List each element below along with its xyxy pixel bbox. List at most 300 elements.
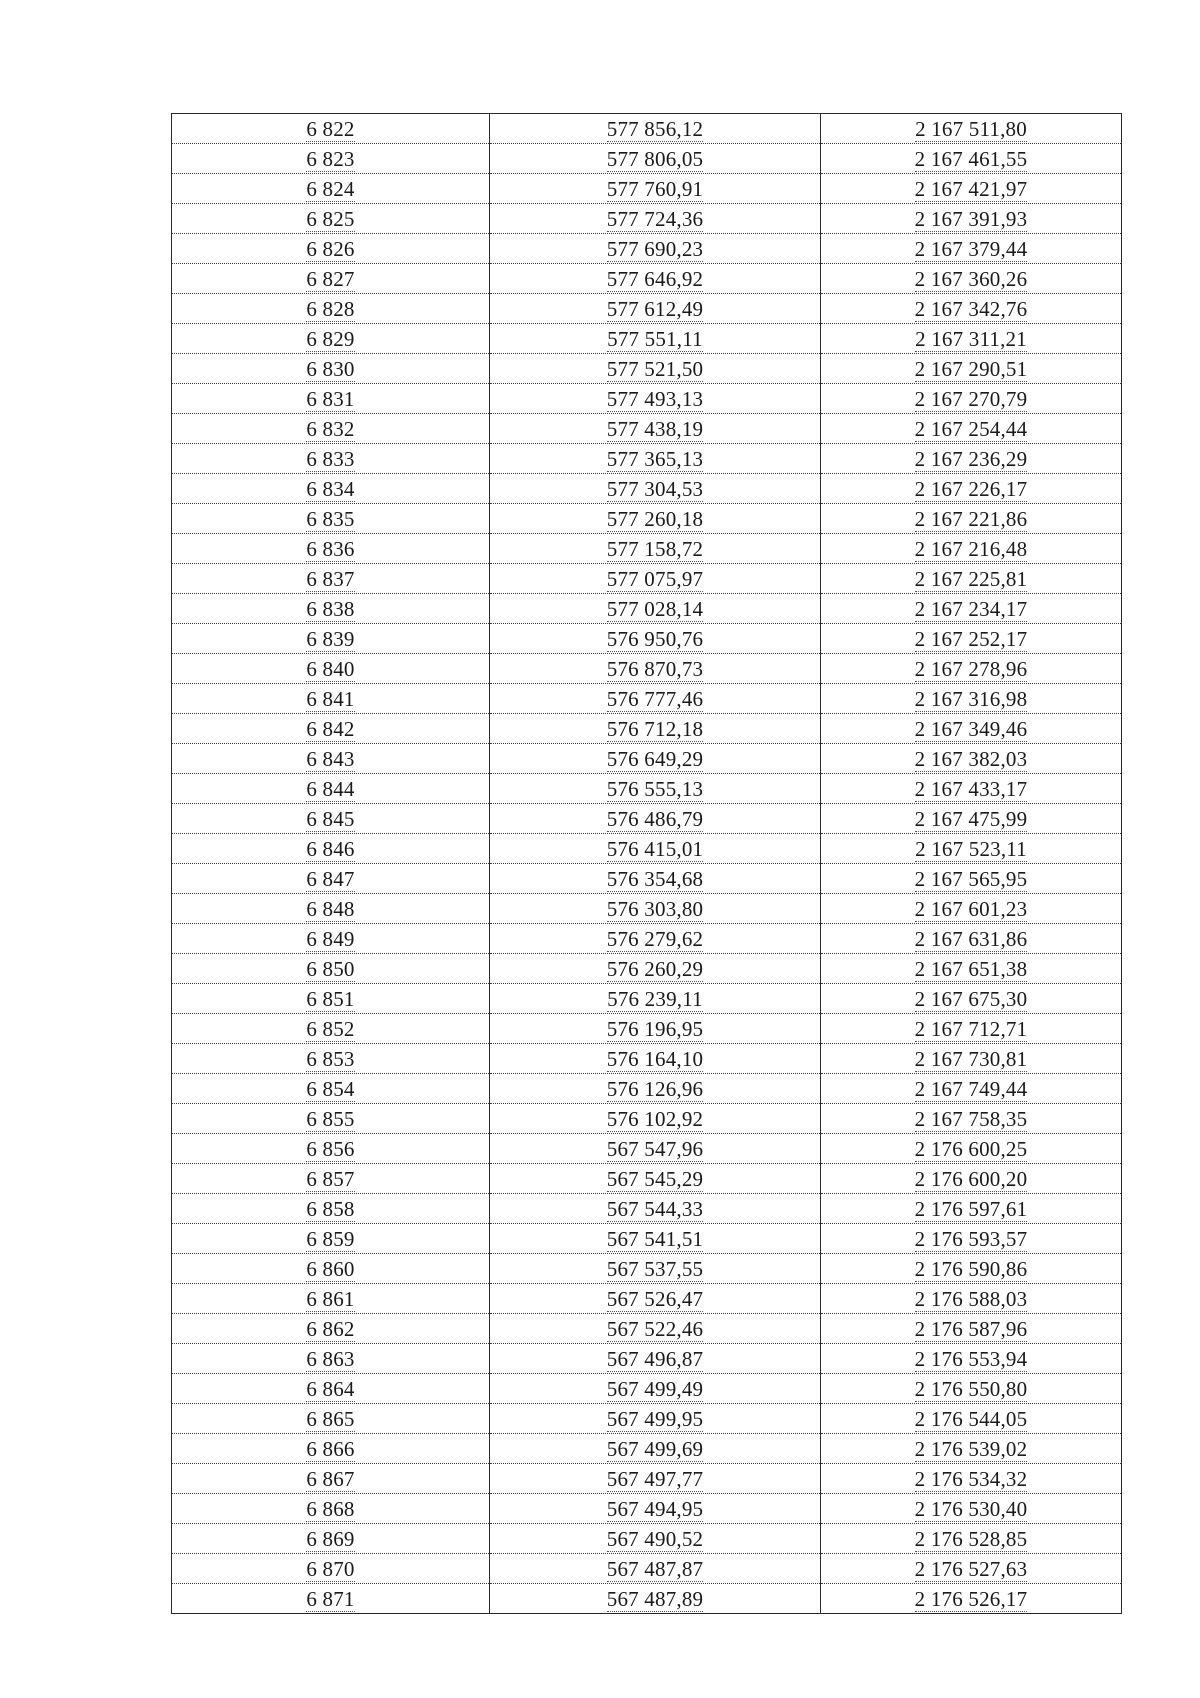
cell-text: 2 167 270,79 [914,387,1028,411]
x-coordinate-cell [490,1434,821,1464]
table-row [172,1284,1122,1314]
cell-text: 577 304,53 [606,477,704,501]
point-number-cell [172,1404,490,1434]
cell-text: 2 176 544,05 [914,1407,1028,1431]
y-coordinate-cell [821,1254,1122,1284]
cell-text: 6 868 [306,1497,355,1521]
point-number-cell [172,834,490,864]
y-coordinate-cell [821,354,1122,384]
point-number-cell [172,804,490,834]
cell-text: 2 167 254,44 [914,417,1028,441]
cell-text: 2 167 311,21 [915,327,1027,351]
point-number-cell [172,774,490,804]
cell-text: 577 646,92 [606,267,704,291]
y-coordinate-cell [821,744,1122,774]
y-coordinate-cell [821,1584,1122,1614]
cell-text: 2 167 475,99 [914,807,1028,831]
cell-text: 2 167 565,95 [914,867,1028,891]
y-coordinate-cell [821,264,1122,294]
y-coordinate-cell [821,444,1122,474]
x-coordinate-cell [490,1224,821,1254]
cell-text: 6 861 [306,1287,355,1311]
cell-text: 577 521,50 [606,357,704,381]
x-coordinate-cell [490,834,821,864]
x-coordinate-cell [490,804,821,834]
cell-text: 567 487,87 [606,1557,704,1581]
cell-text: 6 827 [306,267,355,291]
point-number-cell [172,1254,490,1284]
cell-text: 567 490,52 [606,1527,704,1551]
cell-text: 567 497,77 [606,1467,704,1491]
cell-text: 2 176 530,40 [914,1497,1028,1521]
cell-text: 2 176 588,03 [914,1287,1028,1311]
cell-text: 2 167 226,17 [914,477,1028,501]
x-coordinate-cell [490,894,821,924]
point-number-cell [172,1104,490,1134]
cell-text: 577 028,14 [606,597,704,621]
table-row [172,984,1122,1014]
y-coordinate-cell [821,504,1122,534]
x-coordinate-cell [490,114,821,144]
cell-text: 2 176 597,61 [914,1197,1028,1221]
y-coordinate-cell [821,204,1122,234]
table-row [172,894,1122,924]
cell-text: 6 823 [306,147,355,171]
cell-text: 6 852 [306,1017,355,1041]
table-row [172,474,1122,504]
cell-text: 6 870 [306,1557,355,1581]
y-coordinate-cell [821,234,1122,264]
cell-text: 577 760,91 [606,177,704,201]
coordinates-table-body [172,114,1122,1614]
y-coordinate-cell [821,924,1122,954]
y-coordinate-cell [821,714,1122,744]
point-number-cell [172,444,490,474]
point-number-cell [172,174,490,204]
cell-text: 2 167 225,81 [914,567,1028,591]
table-row [172,1494,1122,1524]
y-coordinate-cell [821,864,1122,894]
cell-text: 567 499,49 [606,1377,704,1401]
cell-text: 567 526,47 [606,1287,704,1311]
x-coordinate-cell [490,1494,821,1524]
x-coordinate-cell [490,1554,821,1584]
cell-text: 577 551,11 [607,327,703,351]
table-row [172,624,1122,654]
cell-text: 6 835 [306,507,355,531]
y-coordinate-cell [821,1074,1122,1104]
x-coordinate-cell [490,1134,821,1164]
x-coordinate-cell [490,774,821,804]
cell-text: 2 176 553,94 [914,1347,1028,1371]
point-number-cell [172,474,490,504]
table-row [172,414,1122,444]
cell-text: 6 842 [306,717,355,741]
x-coordinate-cell [490,1074,821,1104]
cell-text: 2 167 234,17 [914,597,1028,621]
y-coordinate-cell [821,594,1122,624]
cell-text: 6 826 [306,237,355,261]
point-number-cell [172,1524,490,1554]
cell-text: 2 176 534,32 [914,1467,1028,1491]
cell-text: 567 544,33 [606,1197,704,1221]
cell-text: 577 856,12 [606,117,704,141]
cell-text: 2 167 421,97 [914,177,1028,201]
point-number-cell [172,954,490,984]
point-number-cell [172,414,490,444]
y-coordinate-cell [821,1464,1122,1494]
cell-text: 2 176 600,20 [914,1167,1028,1191]
table-row [172,684,1122,714]
y-coordinate-cell [821,1344,1122,1374]
cell-text: 6 858 [306,1197,355,1221]
point-number-cell [172,324,490,354]
x-coordinate-cell [490,474,821,504]
cell-text: 6 822 [306,117,355,141]
table-row [172,234,1122,264]
cell-text: 576 950,76 [606,627,704,651]
point-number-cell [172,1044,490,1074]
y-coordinate-cell [821,564,1122,594]
point-number-cell [172,1314,490,1344]
cell-text: 2 176 539,02 [914,1437,1028,1461]
cell-text: 6 844 [306,777,355,801]
point-number-cell [172,504,490,534]
cell-text: 6 871 [306,1587,355,1611]
cell-text: 6 846 [306,837,355,861]
y-coordinate-cell [821,1224,1122,1254]
table-row [172,1404,1122,1434]
x-coordinate-cell [490,684,821,714]
x-coordinate-cell [490,924,821,954]
cell-text: 2 167 278,96 [914,657,1028,681]
point-number-cell [172,1164,490,1194]
cell-text: 2 167 216,48 [914,537,1028,561]
point-number-cell [172,264,490,294]
y-coordinate-cell [821,174,1122,204]
table-row [172,114,1122,144]
x-coordinate-cell [490,1164,821,1194]
point-number-cell [172,684,490,714]
cell-text: 6 856 [306,1137,355,1161]
x-coordinate-cell [490,1014,821,1044]
table-row [172,594,1122,624]
table-row [172,954,1122,984]
cell-text: 2 167 651,38 [914,957,1028,981]
point-number-cell [172,144,490,174]
point-number-cell [172,624,490,654]
cell-text: 6 845 [306,807,355,831]
cell-text: 2 176 600,25 [914,1137,1028,1161]
cell-text: 6 843 [306,747,355,771]
cell-text: 576 164,10 [606,1047,704,1071]
cell-text: 6 862 [306,1317,355,1341]
cell-text: 576 260,29 [606,957,704,981]
cell-text: 2 167 360,26 [914,267,1028,291]
cell-text: 577 690,23 [606,237,704,261]
cell-text: 2 167 391,93 [914,207,1028,231]
point-number-cell [172,594,490,624]
table-row [172,1224,1122,1254]
cell-text: 6 839 [306,627,355,651]
x-coordinate-cell [490,534,821,564]
x-coordinate-cell [490,294,821,324]
cell-text: 6 859 [306,1227,355,1251]
cell-text: 2 167 290,51 [914,357,1028,381]
cell-text: 2 167 730,81 [914,1047,1028,1071]
y-coordinate-cell [821,684,1122,714]
y-coordinate-cell [821,324,1122,354]
y-coordinate-cell [821,114,1122,144]
table-row [172,714,1122,744]
cell-text: 6 851 [306,987,355,1011]
cell-text: 6 849 [306,927,355,951]
cell-text: 567 522,46 [606,1317,704,1341]
cell-text: 567 499,69 [606,1437,704,1461]
table-row [172,1134,1122,1164]
x-coordinate-cell [490,714,821,744]
x-coordinate-cell [490,144,821,174]
y-coordinate-cell [821,1554,1122,1584]
cell-text: 6 834 [306,477,355,501]
point-number-cell [172,1374,490,1404]
cell-text: 577 438,19 [606,417,704,441]
cell-text: 2 167 675,30 [914,987,1028,1011]
x-coordinate-cell [490,384,821,414]
table-row [172,174,1122,204]
x-coordinate-cell [490,1404,821,1434]
table-row [172,1464,1122,1494]
cell-text: 6 855 [306,1107,355,1131]
cell-text: 2 176 593,57 [914,1227,1028,1251]
x-coordinate-cell [490,954,821,984]
cell-text: 576 126,96 [606,1077,704,1101]
cell-text: 577 260,18 [606,507,704,531]
cell-text: 577 724,36 [606,207,704,231]
cell-text: 2 167 349,46 [914,717,1028,741]
cell-text: 576 239,11 [607,987,703,1011]
y-coordinate-cell [821,1194,1122,1224]
point-number-cell [172,714,490,744]
table-row [172,1104,1122,1134]
cell-text: 576 777,46 [606,687,704,711]
y-coordinate-cell [821,1284,1122,1314]
cell-text: 2 176 527,63 [914,1557,1028,1581]
table-row [172,1344,1122,1374]
y-coordinate-cell [821,954,1122,984]
table-row [172,924,1122,954]
cell-text: 2 167 252,17 [914,627,1028,651]
cell-text: 6 833 [306,447,355,471]
point-number-cell [172,1584,490,1614]
table-row [172,1434,1122,1464]
y-coordinate-cell [821,834,1122,864]
table-row [172,1044,1122,1074]
table-row [172,204,1122,234]
point-number-cell [172,1494,490,1524]
y-coordinate-cell [821,1104,1122,1134]
cell-text: 2 167 382,03 [914,747,1028,771]
y-coordinate-cell [821,1374,1122,1404]
y-coordinate-cell [821,1164,1122,1194]
x-coordinate-cell [490,1254,821,1284]
cell-text: 6 865 [306,1407,355,1431]
cell-text: 6 837 [306,567,355,591]
cell-text: 6 860 [306,1257,355,1281]
x-coordinate-cell [490,1374,821,1404]
cell-text: 576 870,73 [606,657,704,681]
cell-text: 6 838 [306,597,355,621]
point-number-cell [172,234,490,264]
point-number-cell [172,984,490,1014]
table-row [172,324,1122,354]
point-number-cell [172,1434,490,1464]
cell-text: 577 158,72 [606,537,704,561]
cell-text: 577 612,49 [606,297,704,321]
cell-text: 567 541,51 [606,1227,704,1251]
point-number-cell [172,294,490,324]
cell-text: 2 176 590,86 [914,1257,1028,1281]
y-coordinate-cell [821,414,1122,444]
y-coordinate-cell [821,1404,1122,1434]
table-row [172,1194,1122,1224]
table-row [172,1014,1122,1044]
x-coordinate-cell [490,744,821,774]
table-row [172,1554,1122,1584]
point-number-cell [172,1194,490,1224]
cell-text: 577 806,05 [606,147,704,171]
table-row [172,444,1122,474]
point-number-cell [172,1284,490,1314]
point-number-cell [172,894,490,924]
point-number-cell [172,1464,490,1494]
table-row [172,1584,1122,1614]
cell-text: 577 075,97 [606,567,704,591]
cell-text: 2 167 221,86 [914,507,1028,531]
cell-text: 6 848 [306,897,355,921]
x-coordinate-cell [490,1284,821,1314]
table-row [172,264,1122,294]
cell-text: 6 847 [306,867,355,891]
cell-text: 2 176 550,80 [914,1377,1028,1401]
cell-text: 6 830 [306,357,355,381]
y-coordinate-cell [821,294,1122,324]
x-coordinate-cell [490,1344,821,1374]
point-number-cell [172,534,490,564]
cell-text: 576 486,79 [606,807,704,831]
x-coordinate-cell [490,504,821,534]
y-coordinate-cell [821,1524,1122,1554]
cell-text: 2 176 528,85 [914,1527,1028,1551]
cell-text: 2 167 236,29 [914,447,1028,471]
y-coordinate-cell [821,1434,1122,1464]
cell-text: 6 832 [306,417,355,441]
cell-text: 577 493,13 [606,387,704,411]
cell-text: 567 494,95 [606,1497,704,1521]
x-coordinate-cell [490,234,821,264]
cell-text: 2 167 342,76 [914,297,1028,321]
cell-text: 2 167 461,55 [914,147,1028,171]
y-coordinate-cell [821,984,1122,1014]
cell-text: 576 354,68 [606,867,704,891]
cell-text: 2 176 587,96 [914,1317,1028,1341]
cell-text: 2 167 712,71 [914,1017,1028,1041]
y-coordinate-cell [821,804,1122,834]
y-coordinate-cell [821,1044,1122,1074]
y-coordinate-cell [821,624,1122,654]
cell-text: 6 853 [306,1047,355,1071]
table-row [172,1164,1122,1194]
cell-text: 2 167 511,80 [915,117,1027,141]
table-row [172,1254,1122,1284]
table-row [172,1314,1122,1344]
cell-text: 567 547,96 [606,1137,704,1161]
cell-text: 567 499,95 [606,1407,704,1431]
x-coordinate-cell [490,564,821,594]
cell-text: 6 831 [306,387,355,411]
cell-text: 6 850 [306,957,355,981]
table-row [172,1374,1122,1404]
point-number-cell [172,564,490,594]
y-coordinate-cell [821,894,1122,924]
point-number-cell [172,744,490,774]
table-row [172,504,1122,534]
cell-text: 576 303,80 [606,897,704,921]
x-coordinate-cell [490,204,821,234]
table-row [172,654,1122,684]
cell-text: 2 167 433,17 [914,777,1028,801]
cell-text: 6 840 [306,657,355,681]
cell-text: 6 866 [306,1437,355,1461]
cell-text: 576 196,95 [606,1017,704,1041]
cell-text: 2 167 316,98 [914,687,1028,711]
point-number-cell [172,1344,490,1374]
cell-text: 6 836 [306,537,355,561]
cell-text: 6 841 [306,687,355,711]
x-coordinate-cell [490,264,821,294]
cell-text: 576 279,62 [606,927,704,951]
table-row [172,744,1122,774]
x-coordinate-cell [490,1104,821,1134]
point-number-cell [172,384,490,414]
coordinates-table [171,113,1122,1614]
table-row [172,1524,1122,1554]
point-number-cell [172,114,490,144]
cell-text: 6 864 [306,1377,355,1401]
cell-text: 2 176 526,17 [914,1587,1028,1611]
table-row [172,804,1122,834]
table-row [172,864,1122,894]
x-coordinate-cell [490,414,821,444]
cell-text: 2 167 758,35 [914,1107,1028,1131]
y-coordinate-cell [821,534,1122,564]
cell-text: 576 649,29 [606,747,704,771]
point-number-cell [172,1224,490,1254]
cell-text: 577 365,13 [606,447,704,471]
point-number-cell [172,924,490,954]
x-coordinate-cell [490,1584,821,1614]
y-coordinate-cell [821,1494,1122,1524]
point-number-cell [172,354,490,384]
table-row [172,384,1122,414]
cell-text: 6 824 [306,177,355,201]
y-coordinate-cell [821,384,1122,414]
table-row [172,354,1122,384]
x-coordinate-cell [490,624,821,654]
cell-text: 2 167 379,44 [914,237,1028,261]
x-coordinate-cell [490,354,821,384]
cell-text: 6 828 [306,297,355,321]
